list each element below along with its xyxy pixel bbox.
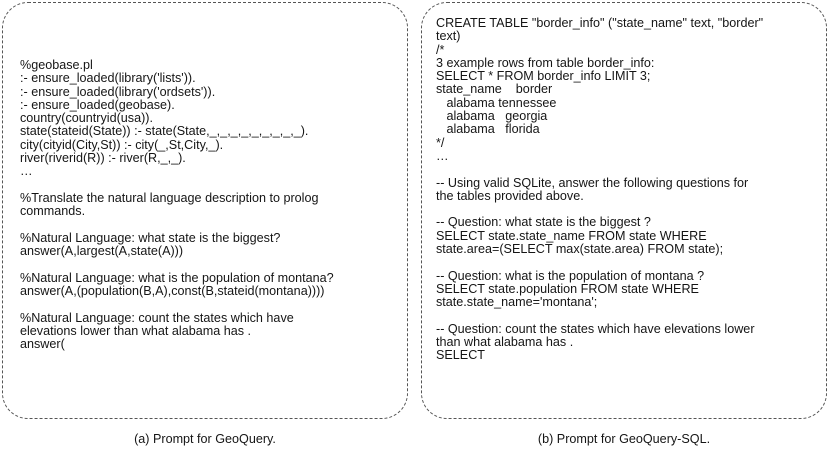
prompt-line: SELECT state.population FROM state WHERE <box>436 281 699 296</box>
geoquery-prompt-text <box>20 59 334 352</box>
prompt-line: answer(A,(population(B,A),const(B,stateid(montana)))) <box>20 284 325 299</box>
prompt-line: -- Question: what is the population of montana ? <box>436 268 705 283</box>
prompt-line: the tables provided above. <box>436 188 584 203</box>
prompt-line: */ <box>436 135 445 150</box>
prompt-line: -- Using valid SQLite, answer the following questions for <box>436 175 749 190</box>
prompt-line: state.area=(SELECT max(state.area) FROM state); <box>436 242 724 257</box>
prompt-line: SELECT * FROM border_info LIMIT 3; <box>436 69 651 84</box>
prompt-line: 3 example rows from table border_info: <box>436 55 655 70</box>
prompt-line: /* <box>436 42 445 57</box>
prompt-line <box>436 163 763 176</box>
prompt-line: river(riverid(R)) :- river(R,_,_). <box>20 151 186 166</box>
prompt-line: SELECT state.state_name FROM state WHERE <box>436 228 707 243</box>
prompt-line: state.state_name='montana'; <box>436 295 598 310</box>
prompt-line: :- ensure_loaded(geobase). <box>20 97 175 112</box>
prompt-line: state(stateid(State)) :- state(State,_,_,_,_,_,_,_,_,_). <box>20 124 309 139</box>
prompt-line: CREATE TABLE "border_info" ("state_name" text, "border" <box>436 16 764 30</box>
prompt-line: answer( <box>20 337 65 352</box>
prompt-line: alabama tennessee <box>436 95 557 110</box>
geoquery-prompt-panel <box>2 2 408 419</box>
prompt-line: answer(A,largest(A,state(A))) <box>20 244 184 259</box>
prompt-line: SELECT <box>436 348 485 363</box>
prompt-line: -- Question: count the states which have elevations lower <box>436 321 755 336</box>
prompt-line: … <box>20 164 33 179</box>
geoquery-sql-prompt-panel <box>421 2 827 419</box>
prompt-line: alabama florida <box>436 122 540 137</box>
prompt-line: … <box>436 148 449 163</box>
prompt-line <box>20 219 334 232</box>
prompt-line: :- ensure_loaded(library('ordsets')). <box>20 84 216 99</box>
prompt-line: than what alabama has . <box>436 335 574 350</box>
prompt-line: text) <box>436 29 461 44</box>
prompt-line: %geobase.pl <box>20 58 93 72</box>
prompt-line: %Translate the natural language description to prolog <box>20 190 319 205</box>
prompt-line: alabama georgia <box>436 109 548 124</box>
geoquery-sql-prompt-text <box>436 17 763 363</box>
prompt-line <box>436 203 763 216</box>
prompt-line <box>20 258 334 271</box>
caption-geoquery: (a) Prompt for GeoQuery. <box>134 432 276 446</box>
prompt-line: %Natural Language: count the states which have <box>20 310 294 325</box>
prompt-line <box>20 179 334 192</box>
prompt-line: city(cityid(City,St)) :- city(_,St,City,_). <box>20 137 224 152</box>
prompt-line <box>20 298 334 311</box>
prompt-line: commands. <box>20 204 86 219</box>
prompt-line: state_name border <box>436 82 553 97</box>
caption-geoquery-sql: (b) Prompt for GeoQuery-SQL. <box>537 432 711 446</box>
prompt-line <box>436 256 763 269</box>
prompt-line: %Natural Language: what state is the biggest? <box>20 230 281 245</box>
prompt-line: %Natural Language: what is the population of montana? <box>20 270 334 285</box>
prompt-line <box>436 310 763 323</box>
prompt-line: :- ensure_loaded(library('lists')). <box>20 71 196 86</box>
prompt-line: country(countryid(usa)). <box>20 111 153 126</box>
prompt-line: -- Question: what state is the biggest ? <box>436 215 651 230</box>
prompt-line: elevations lower than what alabama has . <box>20 323 252 338</box>
